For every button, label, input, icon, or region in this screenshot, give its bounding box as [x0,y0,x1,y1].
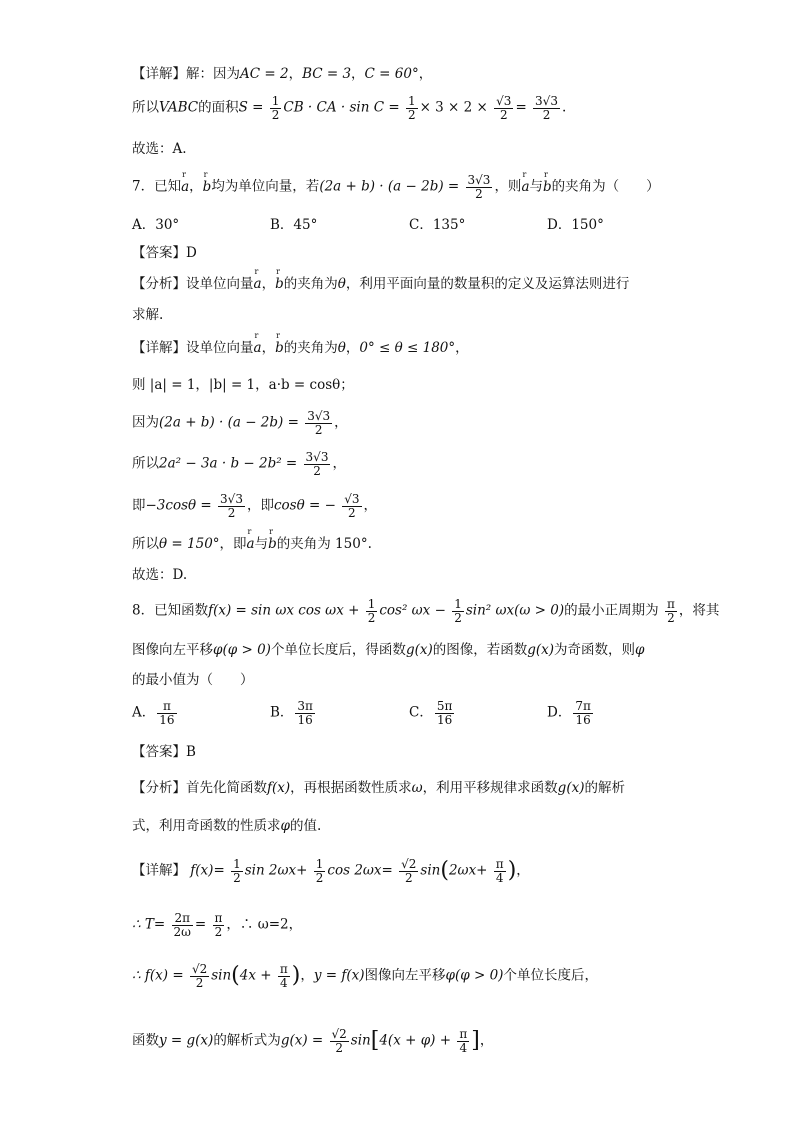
fraction: $\frac{2\pi}{2\omega}$ [173,911,191,939]
fraction: $\frac{1}{2}$ [233,857,241,885]
fraction: $\frac{1}{2}$ [315,857,324,885]
q8-step-1: ∴ T= $\frac{2\pi}{2\omega}$ = $\frac{\pi}{2}$ ，∴ ω=2， [132,911,303,939]
fraction: $\frac{1}{2}$ [407,94,416,122]
option-b: B．45° [270,217,318,233]
choose-line: 故选：A. [132,141,187,157]
q8-step-2: ∴ f(x) = $\frac{√2}{2}$ sin(4x + $\frac{\pi}{4}$ )，y = f(x)图像向左平移φ(φ > 0)个单位长度后， [132,962,598,990]
question-7-stem: 7．已知r a，r b均为单位向量，若(2a + b) · (a − 2b) = $\frac{3√3}{2}$ ，则r a与r b的夹角为（ ） [132,174,666,200]
question-7-detail: 【详解】设单位向量r a，r b的夹角为θ，0° ≤ θ ≤ 180°， [132,340,666,356]
fraction: $\frac{1}{2}$ [367,597,376,625]
question-7-answer: 【答案】D [132,245,197,261]
fraction: $\frac{√3}{2}$ [496,94,512,122]
q7-step-2: 因为(2a + b) · (a − 2b) = $\frac{3√3}{2}$ ， [132,409,348,437]
fraction: $\frac{1}{2}$ [454,597,462,625]
fraction: $\frac{\pi}{2}$ [666,597,675,625]
option-d: D．150° [547,217,604,233]
fraction: $\frac{\pi}{2}$ [214,911,223,939]
fraction: $\frac{\pi}{4}$ [495,857,504,885]
fraction: $\frac{\pi}{4}$ [459,1027,468,1055]
detail-tag: 【详解】 [132,66,186,82]
q8-step-3: 函数y = g(x)的解析式为g(x) = $\frac{√2}{2}$ sin[4(x + φ) + $\frac{\pi}{4}$ ]， [132,1027,494,1055]
question-8-analysis-cont: 式，利用奇函数的性质求φ的值. [132,818,322,834]
option-d: D． $\frac{7\pi}{16}$ [547,699,591,727]
fraction: $\frac{3√3}{2}$ [305,450,329,478]
option-c: C． $\frac{5\pi}{16}$ [409,699,453,727]
option-c: C．135° [409,217,466,233]
fraction: $\frac{√2}{2}$ [191,962,208,990]
fraction: $\frac{3√3}{2}$ [535,94,558,122]
question-7-analysis: 【分析】设单位向量r a，r b的夹角为θ，利用平面向量的数量积的定义及运算法则进行 [132,276,666,292]
question-8-stem-2: 图像向左平移φ(φ > 0)个单位长度后，得函数g(x)的图像，若函数g(x)为奇函数，则φ [132,642,645,658]
fraction: $\frac{1}{2}$ [271,94,280,122]
q7-step-5: 所以θ = 150°，即r a与r b的夹角为 150°. [132,536,666,552]
q7-step-4: 即−3cosθ = $\frac{3√3}{2}$ ，即cosθ = − $\frac{√3}{2}$ ， [132,492,377,520]
fraction: $\frac{3√3}{2}$ [307,409,331,437]
option-b: B． $\frac{3\pi}{16}$ [270,699,313,727]
solution-line-2: 所以VABC的面积S = $\frac{1}{2}$ CB · CA · sin C = $\frac{1}{2}$ × 3 × 2 × $\frac{√3}{2}$ = $\frac{3√3}{2}$ . [132,94,567,122]
question-8-detail: 【详解】 f(x)= $\frac{1}{2}$ sin 2ωx+ $\frac{1}{2}$ cos 2ωx= $\frac{√2}{2}$ sin(2ωx+ $\frac{\pi}{4}$ )， [132,857,530,885]
question-8-analysis: 【分析】首先化简函数f(x)，再根据函数性质求ω，利用平移规律求函数g(x)的解析 [132,780,625,796]
question-7-analysis-cont: 求解. [132,307,164,323]
solution-line-1: 【详解】解：因为AC = 2，BC = 3，C = 60°， [132,66,433,82]
q7-choose: 故选：D. [132,567,188,583]
fraction: $\frac{\pi}{4}$ [279,962,288,990]
option-a: A． $\frac{\pi}{16}$ [132,699,175,727]
fraction: $\frac{√2}{2}$ [401,857,417,885]
question-8-stem-3: 的最小值为（ ） [132,672,254,688]
option-a: A．30° [132,217,180,233]
fraction: $\frac{3√3}{2}$ [220,492,243,520]
fraction: $\frac{3√3}{2}$ [467,173,491,201]
fraction: $\frac{√2}{2}$ [331,1027,347,1055]
question-8-stem: 8．已知函数f(x) = sin ωx cos ωx + $\frac{1}{2}$ cos² ωx − $\frac{1}{2}$ sin² ωx(ω > 0)的最小正周期为 $\frac{\pi}{2}$ ，将其 [132,597,720,625]
q7-step-3: 所以2a² − 3a · b − 2b² = $\frac{3√3}{2}$ ， [132,450,346,478]
fraction: $\frac{√3}{2}$ [344,492,360,520]
question-8-answer: 【答案】B [132,744,196,760]
q7-step-1: 则 |a| = 1，|b| = 1，a·b = cosθ； [132,377,354,393]
